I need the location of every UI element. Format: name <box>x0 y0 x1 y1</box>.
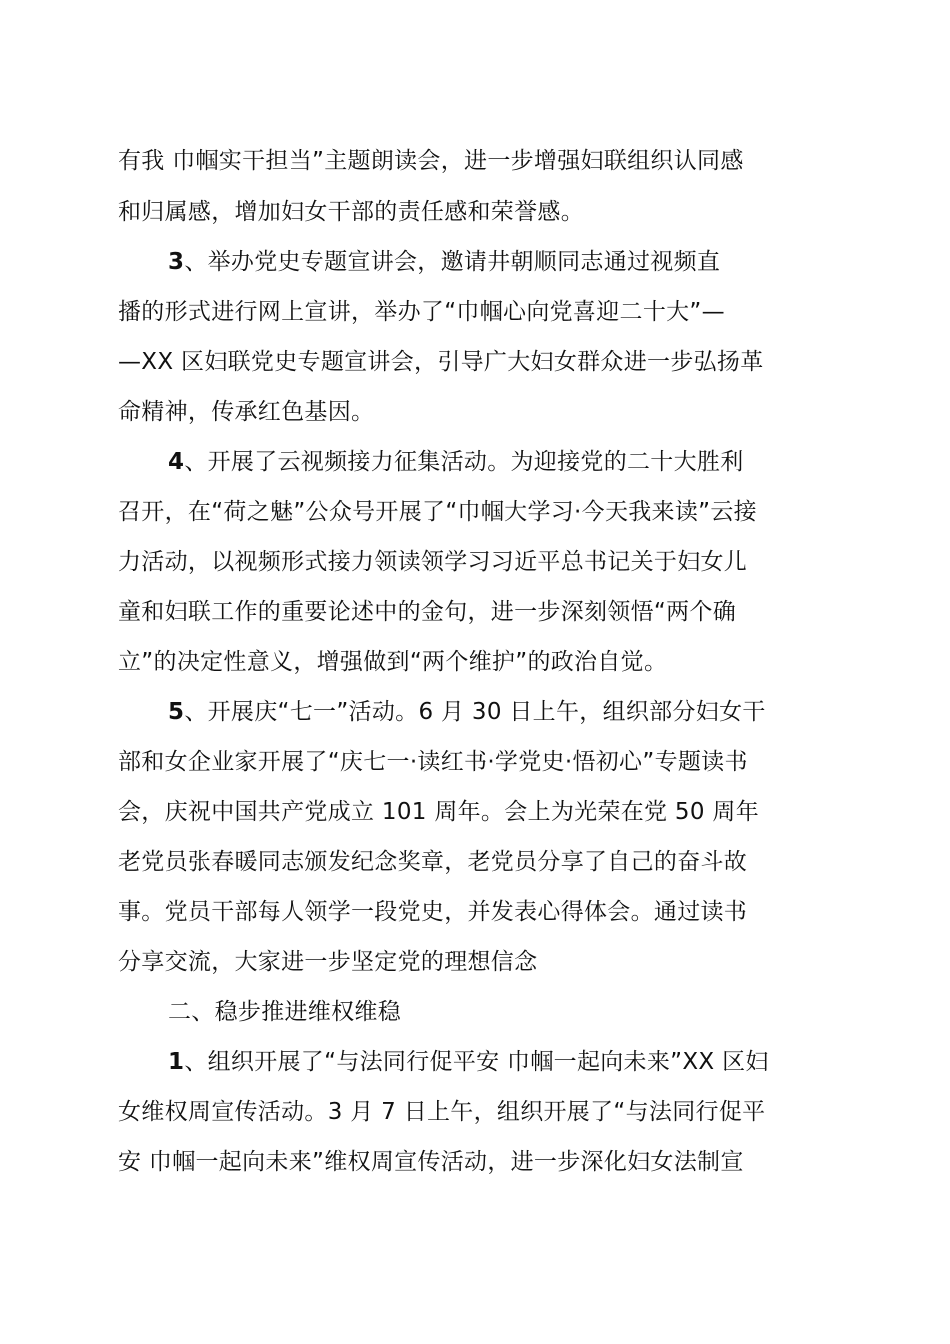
item-number: 5 <box>168 699 185 725</box>
text-line: 和归属感，增加妇女干部的责任感和荣誉感。 <box>118 199 584 225</box>
item-number: 1 <box>168 1049 185 1075</box>
text-segment: 、组织开展了“与法同行促平安 巾帼一起向未来”XX 区妇 <box>184 1049 769 1075</box>
text-line: 女维权周宣传活动。3 月 7 日上午，组织开展了“与法同行促平 <box>118 1099 766 1125</box>
text-line: 命精神，传承红色基因。 <box>118 399 375 425</box>
text-line: 事。党员干部每人领学一段党史，并发表心得体会。通过读书 <box>118 899 748 925</box>
text-line: 力活动，以视频形式接力领读领学习习近平总书记关于妇女儿 <box>118 549 748 575</box>
paragraph-4-first-line <box>168 447 888 477</box>
section-heading: 二、稳步推进维权维稳 <box>168 999 401 1025</box>
text-segment: 、开展了云视频接力征集活动。为迎接党的二十大胜利 <box>184 449 744 475</box>
paragraph-1-first-line <box>168 1047 888 1077</box>
text-line: 老党员张春暖同志颁发纪念奖章，老党员分享了自己的奋斗故 <box>118 849 748 875</box>
text-line: 播的形式进行网上宣讲，举办了“巾帼心向党喜迎二十大”— <box>118 299 725 325</box>
text-line: 立”的决定性意义，增强做到“两个维护”的政治自觉。 <box>118 649 668 675</box>
text-segment: 、开展庆“七一”活动。6 月 30 日上午，组织部分妇女干 <box>184 699 766 725</box>
text-line: 会，庆祝中国共产党成立 101 周年。会上为光荣在党 50 周年 <box>118 799 760 825</box>
text-line: 童和妇联工作的重要论述中的金句，进一步深刻领悟“两个确 <box>118 599 737 625</box>
text-segment: 、举办党史专题宣讲会，邀请井朝顺同志通过视频直 <box>184 249 721 275</box>
paragraph-3-first-line <box>168 247 888 277</box>
text-line: 部和女企业家开展了“庆七一·读红书·学党史·悟初心”专题读书 <box>118 749 748 775</box>
text-line: 召开，在“荷之魅”公众号开展了“巾帼大学习·今天我来读”云接 <box>118 499 757 525</box>
text-line: —XX 区妇联党史专题宣讲会，引导广大妇女群众进一步弘扬革 <box>118 349 764 375</box>
text-line: 分享交流，大家进一步坚定党的理想信念 <box>118 949 538 975</box>
text-line: 安 巾帼一起向未来”维权周宣传活动，进一步深化妇女法制宣 <box>118 1149 744 1175</box>
item-number: 4 <box>168 449 185 475</box>
text-line: 有我 巾帼实干担当”主题朗读会，进一步增强妇联组织认同感 <box>118 148 744 174</box>
paragraph-5-first-line <box>168 697 888 727</box>
item-number: 3 <box>168 249 185 275</box>
